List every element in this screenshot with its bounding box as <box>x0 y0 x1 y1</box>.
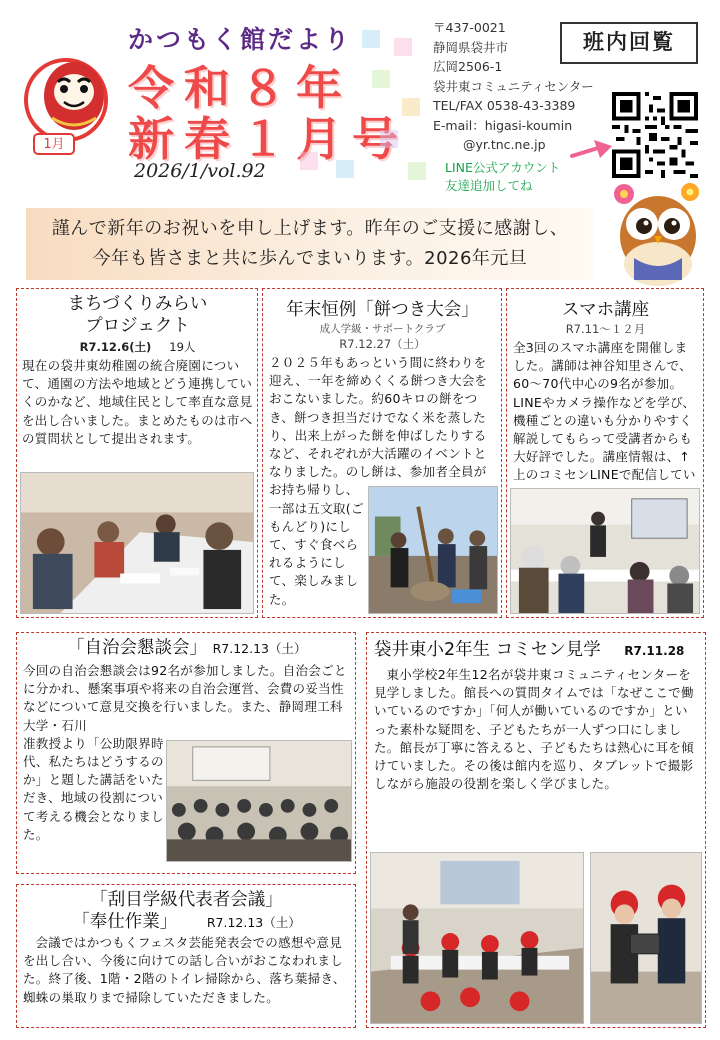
decorative-square <box>380 130 398 148</box>
arrow-icon <box>570 138 614 162</box>
article-heading <box>23 911 350 934</box>
greeting-line2: 今年も皆さまと共に歩んでまいります。2026年元旦 <box>92 248 528 269</box>
article-title: スマホ講座 <box>561 300 650 320</box>
article-date <box>22 339 253 355</box>
article-date: R7.12.13（土） <box>206 915 301 930</box>
circular-label: 班内回覧 <box>560 22 698 64</box>
decorative-square <box>402 98 420 116</box>
decorative-square <box>408 162 426 180</box>
decorative-square <box>300 152 318 170</box>
decorative-square <box>336 160 354 178</box>
volume-number: 2026/1/vol.92 <box>134 160 266 182</box>
article-body-side: お持ち帰りし、一部は五文取(ごもんどり)にして、すぐ食べられるようにして、楽しみました。 <box>269 482 364 607</box>
prefecture: 静岡県袋井市 <box>433 39 509 55</box>
article-title: 「自治会懇談会」 <box>67 638 207 658</box>
photo-lecture <box>166 740 352 862</box>
article-subtitle: 成人学級・サポートクラブ <box>319 323 446 335</box>
month-badge: 1月 <box>43 137 65 152</box>
article-body: 東小学校2年生12名が袋井東コミュニティセンターを見学しました。館長への質問タイムでは「なぜここで働いているのですか」「何人が働いているのですか」といった素朴な疑問を、子どもたちが一人ずつ口にしました。館長が丁寧に答えると、子どもたちは熱心に耳を傾けていました。その後は館内を巡り、タブレットで撮影しながら施設の役割を楽しく学びました。 <box>374 667 695 792</box>
decorative-square <box>372 70 390 88</box>
article-date: R7.11～１２月 <box>565 322 646 336</box>
decorative-square <box>362 30 380 48</box>
center-name: 袋井東コミュニティセンター <box>433 78 594 94</box>
article-body: 全3回のスマホ講座を開催しました。講師は神谷知里さんで、60～70代中心の9名が参加。LINEやカメラ操作などを学び、機種ごとの違いも分かりやすく解説してもらって受講者からも大好評でした。講座情報は、↑上のコミセンLINEで配信してい <box>513 340 696 483</box>
article-date: R7.11.28 <box>624 644 685 658</box>
article-body: 現在の袋井東幼稚園の統合廃園について、通園の方法や地域とどう連携していくのかなど、地域住民として率直な意見を出し合いました。まとめたものは市への質問状として提出されます。 <box>22 358 253 446</box>
date-text: R7.12.6(土) <box>79 340 152 354</box>
article-title: 「奉仕作業」 <box>72 912 178 932</box>
article-body: 今回の自治会懇談会は92名が参加しました。自治会ごとに分かれ、懸案事項や将来の自治会運営、会費の妥当性などについて意見交換を行いました。また、静岡理工科大学・石川 <box>23 663 347 733</box>
article-body: 会議ではかつもくフェスタ芸能発表会での感想や意見を出し合い、今後に向けての話し合いがおこなわれました。終了後、1階・2階のトイレ掃除から、落ち葉掃き、蜘蛛の巣取りまで掃除していただきました。 <box>23 935 346 1005</box>
article-title: プロジェクト <box>85 316 190 336</box>
photo-smartphone-class <box>510 488 700 614</box>
article-katsumoku <box>16 884 356 1028</box>
article-heading <box>23 637 350 660</box>
photo-meeting <box>20 472 254 614</box>
article-body-side: 准教授より「公助限界時代、私たちはどうするのか」と題した講話をいただき、地域の役割について考える機会となりました。 <box>23 735 164 842</box>
line-note-line2: 友達追加してね <box>445 178 533 193</box>
email-address[interactable]: E-mail：higasi-koumin <box>433 117 573 133</box>
qr-code[interactable] <box>612 92 698 178</box>
photo-elementary-tour <box>370 852 584 1024</box>
article-body: ２０２５年もあっという間に終わりを迎え、一年を締めくくる餅つき大会をおこないました。約60キロの餅をつき、餅つき担当だけでなく米を蒸したり、出来上がった餅を伸ばしたりするなど、それぞれが大活躍のイベントとなりました。のし餅は、参加者全員が <box>269 355 488 480</box>
tel-fax: TEL/FAX 0538-43-3389 <box>433 98 576 113</box>
article-title: 「刮目学級代表者会議」 <box>90 890 283 910</box>
email-domain[interactable]: @yr.tnc.ne.jp <box>463 137 546 152</box>
article-title: まちづくりみらい <box>67 294 208 314</box>
participant-count: 19人 <box>169 340 196 354</box>
article-date: R7.12.27（土） <box>339 337 426 351</box>
photo-children-tablet <box>590 852 702 1024</box>
new-year-greeting <box>26 208 594 280</box>
article-date: R7.12.13（土） <box>212 641 307 656</box>
postal-code: 〒437-0021 <box>433 20 506 35</box>
article-title: 袋井東小2年生 コミセン見学 <box>374 640 601 660</box>
photo-mochitsuki <box>368 486 498 614</box>
line-note-line1: LINE公式アカウント <box>445 160 561 175</box>
decorative-square <box>394 38 412 56</box>
greeting-line1: 謹んで新年のお祝いを申し上げます。昨年のご支援に感謝し、 <box>51 218 569 239</box>
area-address: 広岡2506-1 <box>433 59 503 74</box>
line-account-note <box>445 159 560 195</box>
article-heading <box>374 639 699 662</box>
issue-title-year: 令和８年 <box>128 61 352 115</box>
owl-mascot <box>604 178 712 290</box>
article-title: 年末恒例「餅つき大会」 <box>286 300 479 320</box>
newsletter-name: かつもく館だより <box>128 25 353 54</box>
issue-title-month: 新春１月号 <box>128 112 408 166</box>
